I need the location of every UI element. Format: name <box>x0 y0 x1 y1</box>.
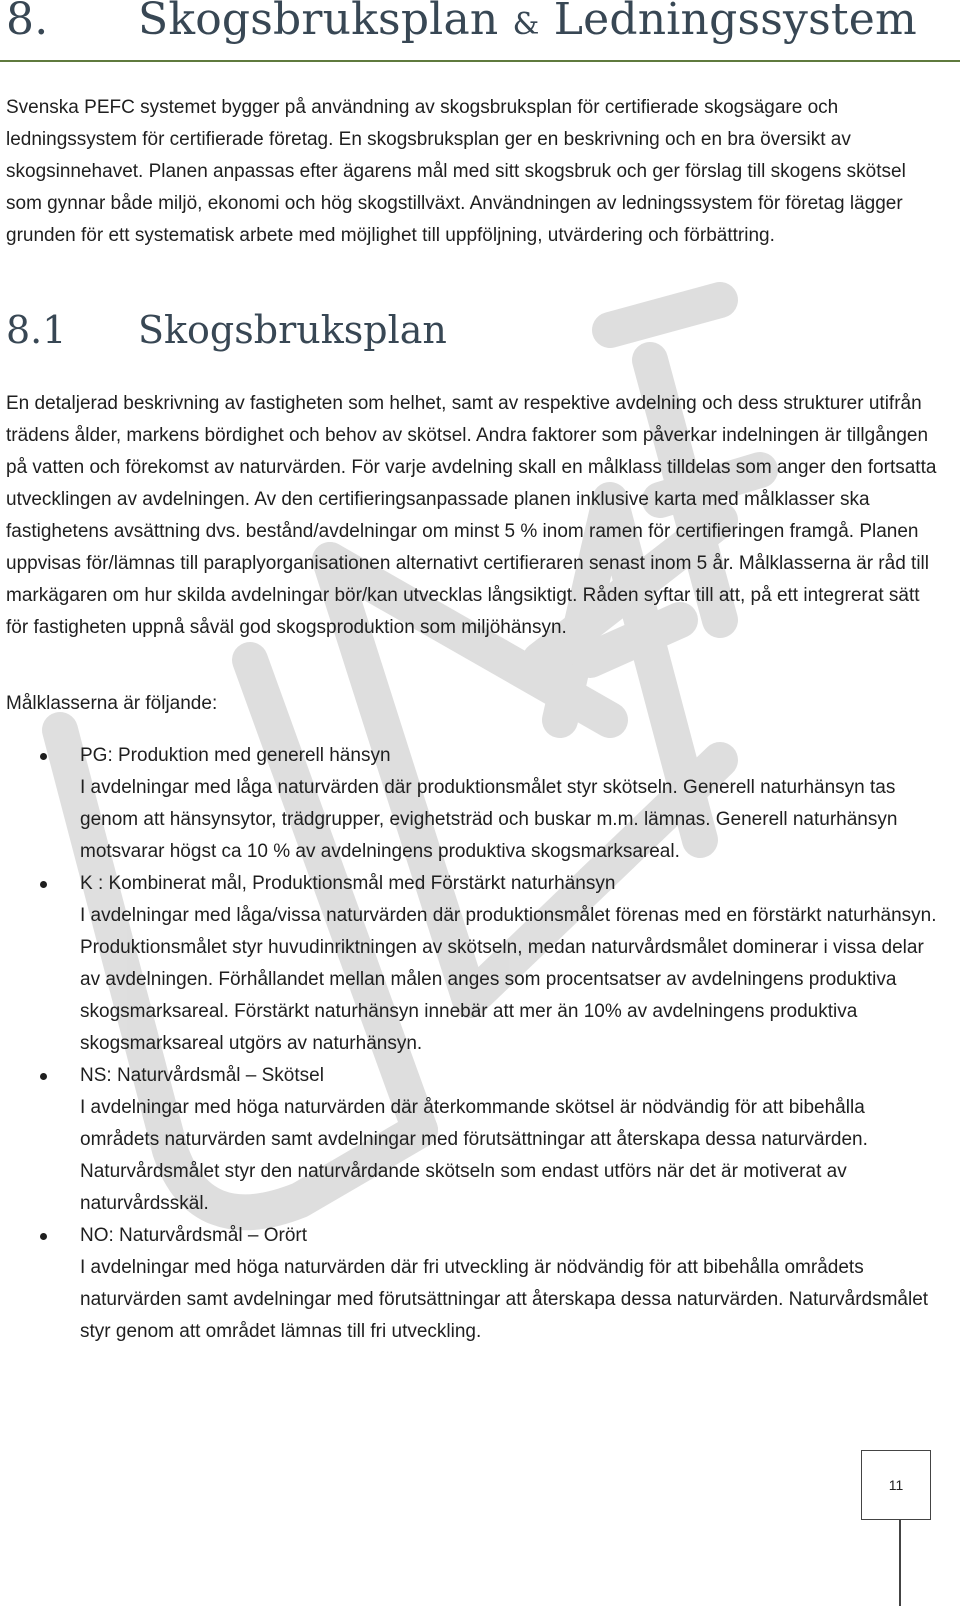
intro-paragraph: Svenska PEFC systemet bygger på användning av skogsbruksplan för certifierade skogsägare och ledningssystem för certifierade företag. En skogsbruksplan ger en beskrivning och en bra översikt av skogsinnehavet. Planen anpassas efter ägarens mål med sitt skogsbruk och ger förslag till skogens skötsel som gynnar både miljö, ekonomi och hög skogstillväxt. Användningen av ledningssystem för företag lägger grunden för ett systematisk arbete med möjlighet till uppföljning, utvärdering och förbättring. <box>6 97 906 246</box>
bullet-icon <box>40 881 47 888</box>
list-item <box>0 868 946 1060</box>
chapter-heading <box>6 0 946 45</box>
goal-description: I avdelningar med låga/vissa naturvärden där produktionsmålet förenas med en förstärkt naturhänsyn. Produktionsmålet styr huvudinriktningen av skötseln, medan naturvårdsmålet dominerar i vissa delar av avdelningen. Förhållandet mellan målen anges som procentsatser av avdelningens produktiva skogsmarksareal. Förstärkt naturhänsyn innebär att mer än 10% av avdelningens produktiva skogsmarksareal utgörs av naturhänsyn. <box>80 905 937 1054</box>
bullet-icon <box>40 1233 47 1240</box>
goal-title: NS: Naturvårdsmål – Skötsel <box>80 1065 324 1086</box>
page-number-rule <box>899 1520 901 1606</box>
goal-description: I avdelningar med höga naturvärden där fri utveckling är nödvändig för att bibehålla områdets naturvärden samt avdelningar med förutsättningar att återskapa dessa naturvärden. Naturvårdsmålet styr genom att området lämnas till fri utveckling. <box>80 1257 929 1342</box>
page-number-box <box>861 1450 931 1520</box>
page-number: 11 <box>888 1477 904 1493</box>
bullet-icon <box>40 1073 47 1080</box>
section-heading <box>6 308 447 352</box>
section-title: Skogsbruksplan <box>138 308 447 352</box>
goal-title: PG: Produktion med generell hänsyn <box>80 745 391 766</box>
section-number: 8.1 <box>6 308 67 352</box>
section-body-paragraph: En detaljerad beskrivning av fastigheten som helhet, samt av respektive avdelning och dess strukturer utifrån trädens ålder, markens bördighet och behov av skötsel. Andra faktorer som påverkar indelningen är tillgången på vatten och förekomst av naturvärden. För varje avdelning skall en målklass tilldelas som anger den fortsatta utvecklingen av avdelningen. Av den certifieringsanpassade planen inklusive karta med målklasser ska fastighetens avsättning dvs. bestånd/avdelningar om minst 5 % inom ramen för certifieringen framgå. Planen uppvisas för/lämnas till paraplyorganisationen alternativt certifieraren senast inom 5 år. Målklasserna är råd till markägaren om hur skilda avdelningar bör/kan utvecklas långsiktigt. Råden syftar till att, på ett integrerat sätt för fastigheten uppnå såväl god skogsproduktion som miljöhänsyn. <box>6 393 937 638</box>
chapter-title-part1: Skogsbruksplan <box>138 0 499 45</box>
goal-description: I avdelningar med höga naturvärden där återkommande skötsel är nödvändig för att bibehålla områdets naturvärden samt avdelningar med förutsättningar att återskapa dessa naturvärden. Naturvårdsmålet styr den naturvårdande skötseln som endast utförs när det är motiverat av naturvårdsskäl. <box>80 1097 868 1214</box>
goal-description: I avdelningar med låga naturvärden där produktionsmålet styr skötseln. Generell naturhänsyn tas genom att hänsynsytor, trädgrupper, evighetsträd och buskar m.m. lämnas. Generell naturhänsyn motsvarar högst ca 10 % av avdelningens produktiva skogsmarksareal. <box>80 777 898 862</box>
list-item <box>0 1220 946 1348</box>
list-item <box>0 740 946 868</box>
goal-title: K : Kombinerat mål, Produktionsmål med Förstärkt naturhänsyn <box>80 873 616 894</box>
heading-rule <box>0 60 960 62</box>
goal-title: NO: Naturvårdsmål – Orört <box>80 1225 307 1246</box>
chapter-number: 8. <box>6 0 49 45</box>
goal-list-intro: Målklasserna är följande: <box>6 693 218 714</box>
bullet-icon <box>40 753 47 760</box>
chapter-title-part2: Ledningssystem <box>553 0 917 45</box>
list-item <box>0 1060 946 1220</box>
chapter-title-ampersand: & <box>512 7 540 42</box>
goal-class-list <box>0 740 946 1348</box>
